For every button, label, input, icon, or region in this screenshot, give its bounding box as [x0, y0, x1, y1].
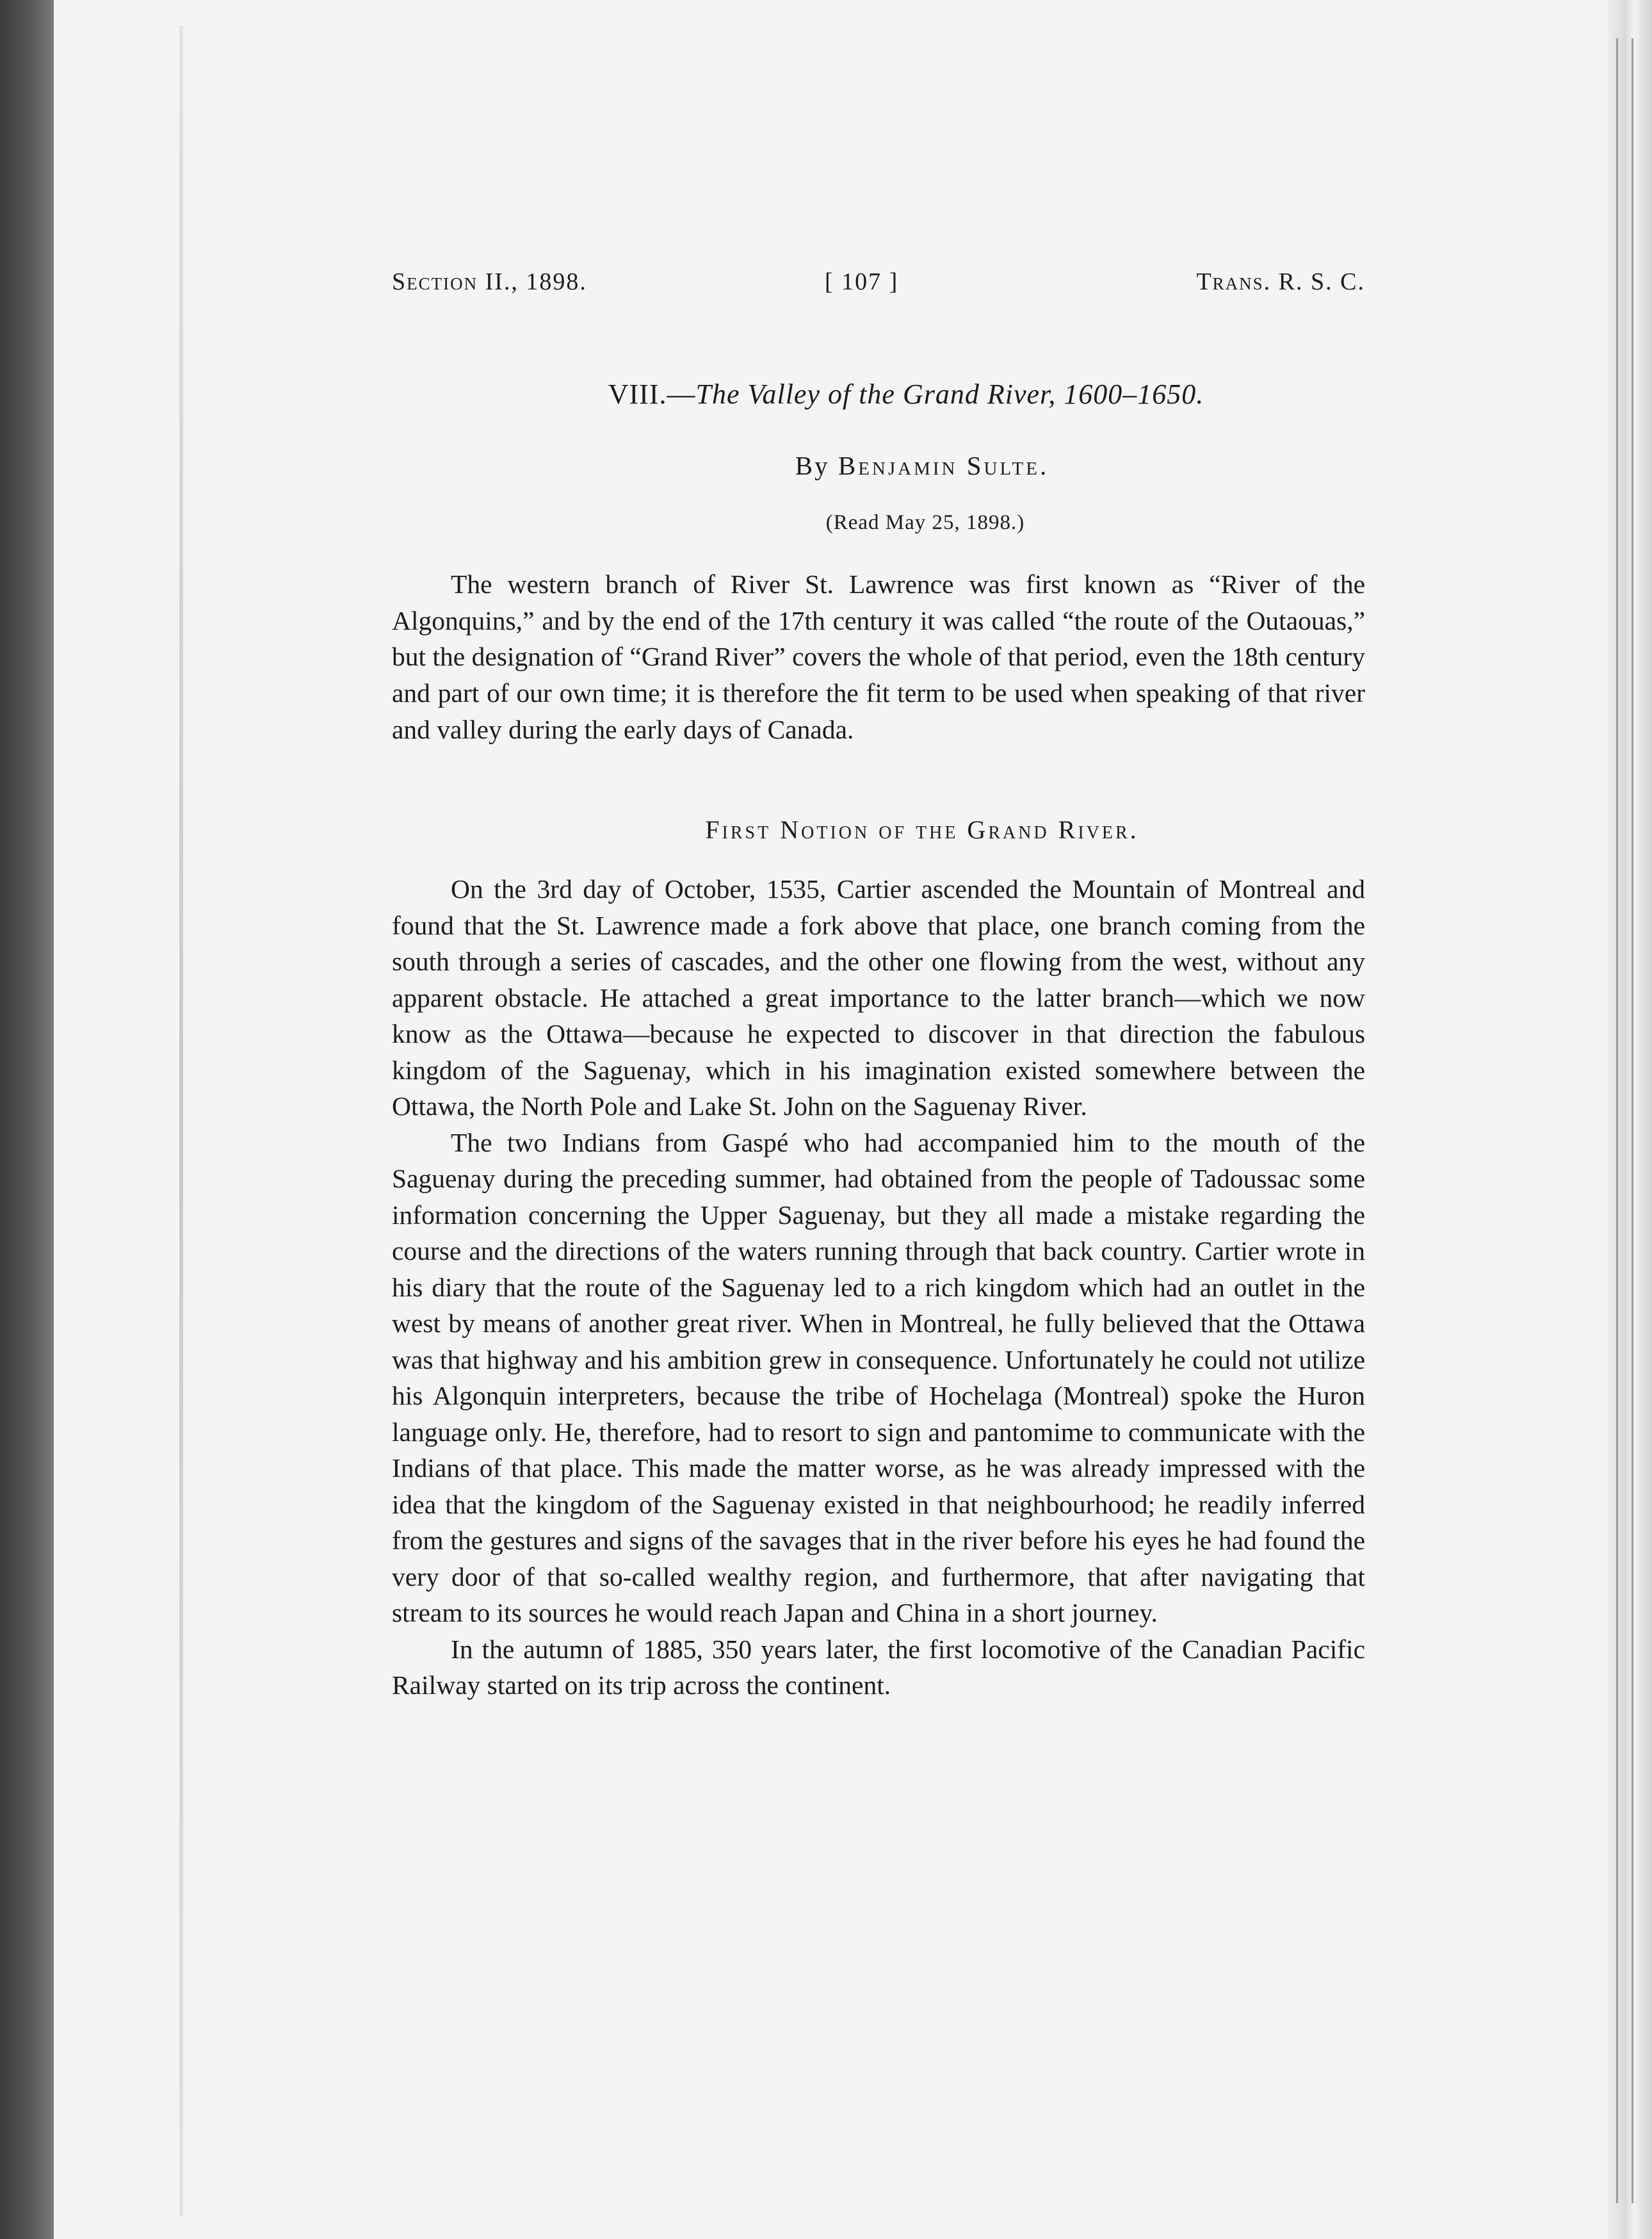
byline [0, 450, 1652, 481]
header-journal-label: Trans. R. S. C. [1196, 268, 1365, 295]
page-edge-line [1616, 38, 1618, 2203]
article-title [0, 378, 1652, 411]
section-heading: First Notion of the Grand River. [705, 815, 1139, 844]
read-date: (Read May 25, 1898.) [825, 511, 1025, 534]
body-paragraph: On the 3rd day of October, 1535, Cartier ascended the Mountain of Montreal and found that the St. Lawrence made a fork above that place, one branch coming from the south through a series of cascades, and the other one flowing from the west, without any apparent obstacle. He attached a great importance to the latter branch—which we now know as the Ottawa—because he expected to discover in that direction the fabulous kingdom of the Saguenay, which in his imagination existed somewhere between the Ottawa, the North Pole and Lake St. John on the Saguenay River. [392, 874, 1365, 1121]
page-number: [ 107 ] [825, 268, 899, 295]
intro-paragraph: The western branch of River St. Lawrence was first known as “River of the Algonquins,” and by the end of the 17th century it was called “the route of the Outaouas,” but the designation of “Grand River” covers the whole of that period, even the 18th century and part of our own time; it is therefore the fit term to be used when speaking of that river and valley during the early days of Canada. [392, 569, 1365, 744]
page-edge-line [1632, 38, 1633, 2203]
section-body [392, 871, 1365, 1704]
article-number: VIII.— [608, 379, 696, 410]
body-paragraph: The two Indians from Gaspé who had accompanied him to the mouth of the Saguenay during the preceding summer, had obtained from the people of Tadoussac some information concerning the Upper Saguenay, but they all made a mistake regarding the course and the directions of the waters running through that back country. Cartier wrote in his diary that the route of the Saguenay led to a rich kingdom which had an outlet in the west by means of another great river. When in Montreal, he fully believed that the Ottawa was that highway and his ambition grew in consequence. Unfortunately he could not utilize his Algonquin interpreters, because the tribe of Hochelaga (Montreal) spoke the Huron language only. He, therefore, had to resort to sign and pantomime to communicate with the Indians of that place. This made the matter worse, as he was already impressed with the idea that the kingdom of the Saguenay existed in that neighbourhood; he readily inferred from the gestures and signs of the savages that in the river before his eyes he had found the very door of that so-called wealthy region, and furthermore, that after navigating that stream to its sources he would reach Japan and China in a short journey. [392, 1127, 1365, 1627]
page-edges [1607, 0, 1652, 2239]
body-paragraph: In the autumn of 1885, 350 years later, the first locomotive of the Canadian Pacific Railway started on its trip across the continent. [392, 1634, 1365, 1700]
header-section-label: Section II., 1898. [392, 268, 587, 295]
running-header [392, 268, 1365, 306]
binding-edge [0, 0, 54, 2239]
article-title-text: The Valley of the Grand River, 1600–1650. [695, 379, 1204, 410]
author-name: Benjamin Sulte. [838, 451, 1049, 480]
gutter-shadow [179, 26, 183, 2216]
byline-prefix: By [795, 451, 830, 480]
